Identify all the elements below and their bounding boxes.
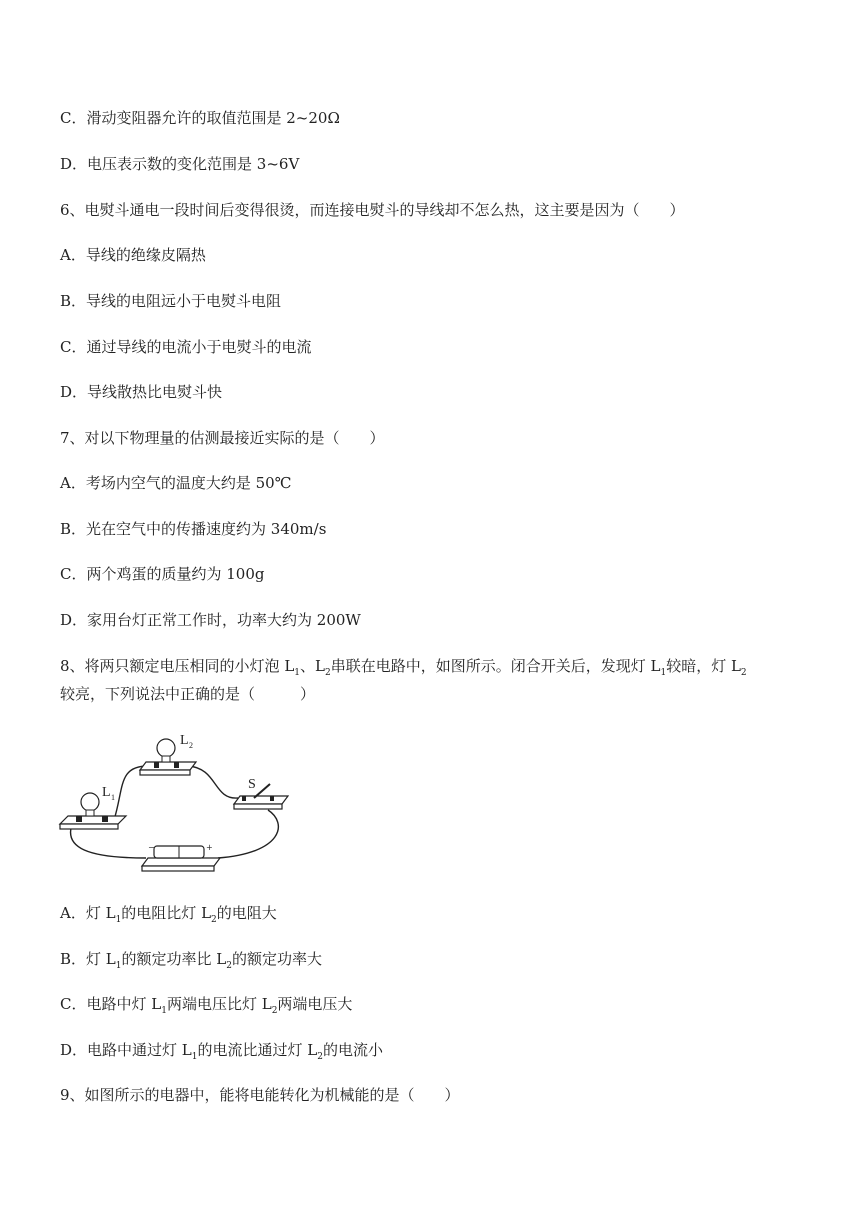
q6-option-d: D．导线散热比电熨斗快 bbox=[60, 383, 223, 401]
q9-stem: 9、如图所示的电器中，能将电能转化为机械能的是（ ） bbox=[60, 1086, 460, 1104]
q8-stem-line2: 较亮，下列说法中正确的是（ ） bbox=[60, 685, 316, 703]
q8-option-a: A．灯 $L_1$的电阻比灯 $L_2$的电阻大 bbox=[60, 904, 277, 925]
q6-option-b: B．导线的电阻远小于电熨斗电阻 bbox=[60, 292, 282, 310]
q6-option-a: A．导线的绝缘皮隔热 bbox=[60, 246, 206, 264]
q8-option-c: C．电路中灯 $L_1$两端电压比灯 $L_2$两端电压大 bbox=[60, 995, 353, 1016]
battery bbox=[142, 843, 220, 871]
q8-option-d: D．电路中通过灯 $L_1$的电流比通过灯 $L_2$的电流小 bbox=[60, 1041, 383, 1062]
q7-option-b: B．光在空气中的传播速度约为 340m/s bbox=[60, 520, 327, 538]
label-l1-sub: 1 bbox=[111, 793, 115, 802]
wire-switch-battery bbox=[218, 810, 278, 858]
q5-option-c: C．滑动变阻器允许的取值范围是 2~20Ω bbox=[60, 109, 340, 127]
svg-text:−: − bbox=[148, 843, 155, 852]
label-l2-sub: 2 bbox=[189, 741, 193, 750]
wire-l2-switch bbox=[188, 766, 238, 798]
q8-option-b: B．灯 $L_1$的额定功率比 $L_2$的额定功率大 bbox=[60, 950, 322, 971]
q8-stem-line1: 8、将两只额定电压相同的小灯泡 $L_1$、$L_2$串联在电路中，如图所示。闭合开关后，发现灯 $L_1$较暗，灯 $L_2$ bbox=[60, 657, 747, 678]
q7-stem: 7、对以下物理量的估测最接近实际的是（ ） bbox=[60, 429, 385, 447]
label-l1: L bbox=[102, 785, 111, 800]
q6-option-c: C．通过导线的电流小于电熨斗的电流 bbox=[60, 338, 312, 356]
q7-option-c: C．两个鸡蛋的质量约为 100g bbox=[60, 565, 265, 583]
switch-s bbox=[234, 784, 288, 809]
label-l2: L bbox=[180, 733, 189, 748]
q6-stem: 6、电熨斗通电一段时间后变得很烫，而连接电熨斗的导线却不怎么热，这主要是因为（ ） bbox=[60, 201, 685, 219]
label-s: S bbox=[248, 777, 256, 792]
q7-option-a: A．考场内空气的温度大约是 50℃ bbox=[60, 474, 292, 492]
svg-text:+: + bbox=[206, 843, 213, 852]
circuit-diagram bbox=[58, 728, 298, 882]
circuit-svg bbox=[58, 728, 298, 878]
q5-option-d: D．电压表示数的变化范围是 3~6V bbox=[60, 155, 300, 173]
q7-option-d: D．家用台灯正常工作时，功率大约为 200W bbox=[60, 611, 361, 629]
